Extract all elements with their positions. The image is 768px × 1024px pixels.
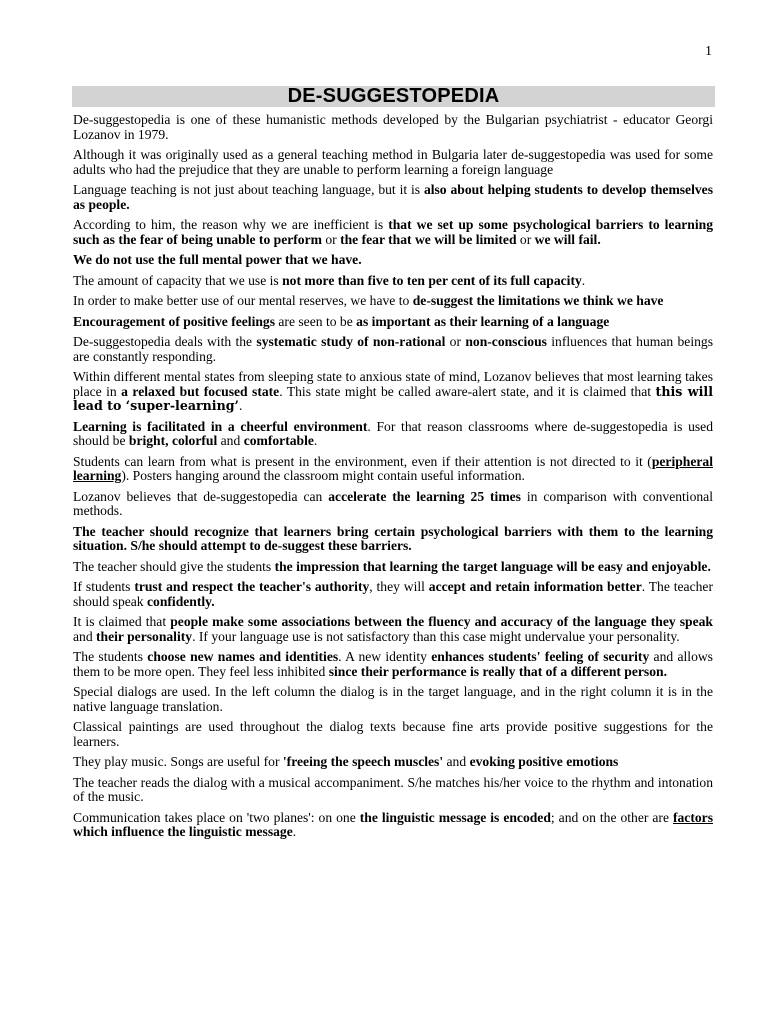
text-run: . For that reason classrooms where de-suggestopedia is used should be (73, 418, 713, 448)
text-run: . A new identity (338, 649, 432, 664)
paragraph (73, 148, 713, 177)
text-run: . (581, 272, 586, 288)
bold-emphasis: not more than five to ten per cent of its full capacity (282, 272, 582, 288)
text-run: Special dialogs are used. In the left column the dialog is in the target language, and in the right column it is in the native language translation. (73, 684, 713, 714)
paragraph (73, 274, 713, 289)
paragraph (73, 525, 713, 554)
text-run: The teacher reads the dialog with a musical accompaniment. S/he matches his/her voice to the rhythm and intonation of the music. (73, 774, 713, 804)
underlined-emphasis: factors (672, 809, 713, 825)
paragraph (73, 455, 713, 484)
paragraph (73, 253, 713, 268)
text-run: The teacher should give the students (73, 558, 275, 574)
title-bar (72, 86, 715, 107)
text-run: The students (73, 649, 148, 664)
text-run: . This state might be called aware-alert state, and it is claimed that (279, 383, 656, 399)
bold-emphasis: choose new names and identities (147, 649, 339, 664)
text-run: De-suggestopedia deals with the (73, 334, 257, 349)
paragraph (73, 580, 713, 609)
text-run: . (292, 824, 297, 839)
text-run: . If your language use is not satisfactory than this case might undervalue your personality. (192, 628, 680, 644)
bold-emphasis: evoking positive emotions (469, 754, 619, 769)
text-run: ; and on the other are (550, 809, 673, 825)
text-run: Students can learn from what is present in the environment, even if their attention is not directed to it ( (73, 453, 652, 469)
paragraph (73, 315, 713, 330)
paragraph (73, 218, 713, 247)
bold-emphasis: Learning is facilitated in a cheerful environment (73, 418, 368, 434)
paragraph (73, 490, 713, 519)
bold-emphasis: We do not use the full mental power that we have. (73, 252, 362, 267)
text-run: , they will (369, 579, 429, 594)
bold-emphasis: this will lead to ‘super-learning’ (73, 383, 713, 413)
bold-emphasis: also about helping students to develop themselves as people. (73, 182, 713, 212)
bold-emphasis: 'freeing the speech muscles' (282, 754, 444, 769)
text-run: Language teaching is not just about teaching language, but it is (73, 182, 424, 197)
text-run: and (73, 628, 97, 644)
text-run: Lozanov believes that de-suggestopedia can (73, 488, 329, 504)
text-run: Communication takes place on 'two planes': on one (73, 809, 360, 825)
bold-emphasis: non-conscious (465, 334, 547, 349)
text-run: . (238, 398, 243, 413)
text-run: and (443, 754, 470, 769)
bold-emphasis: that we set up some psychological barriers to learning such as the fear of being unable to perform (73, 217, 713, 247)
text-run: In order to make better use of our mental reserves, we have to (73, 293, 413, 308)
bold-emphasis: we will fail. (534, 231, 601, 247)
text-run: ). Posters hanging around the classroom might contain useful information. (121, 468, 525, 483)
underlined-emphasis: peripheral learning (73, 453, 713, 483)
paragraph (73, 685, 713, 714)
text-run: If students (73, 579, 135, 594)
paragraph (73, 776, 713, 805)
bold-emphasis: de-suggest the limitations we think we have (412, 293, 664, 308)
bold-emphasis: accept and retain information better (428, 579, 642, 594)
text-run: or (445, 334, 466, 349)
page-title: DE-SUGGESTOPEDIA (287, 85, 500, 107)
bold-emphasis: the impression that learning the target language will be easy and enjoyable. (274, 558, 711, 574)
text-run: and allows them to be more open. They feel less inhibited (73, 649, 713, 679)
bold-emphasis: systematic study of non-rational (256, 334, 446, 349)
bold-emphasis: the fear that we will be limited (340, 231, 517, 247)
bold-emphasis: enhances students' feeling of security (431, 649, 650, 664)
bold-emphasis: since their performance is really that of a different person. (328, 663, 667, 679)
bold-emphasis: The teacher should recognize that learners bring certain psychological barriers with them to the learning situation. S/he should attempt to de-suggest these barriers. (73, 523, 713, 553)
text-run: According to him, the reason why we are inefficient is (73, 217, 389, 232)
paragraph (73, 650, 713, 679)
paragraph (73, 420, 713, 449)
bold-emphasis: people make some associations between the fluency and accuracy of the language they speak (170, 614, 713, 629)
bold-emphasis: accelerate the learning 25 times (328, 488, 521, 504)
text-run: or (321, 231, 341, 247)
text-run: The amount of capacity that we use is (73, 272, 283, 288)
text-run: Within different mental states from sleeping state to anxious state of mind, Lozanov believes that most learning takes place in (73, 369, 713, 399)
bold-emphasis: trust and respect the teacher's authority (134, 579, 370, 594)
paragraph (73, 113, 713, 142)
bold-emphasis: Encouragement of positive feelings (73, 313, 275, 329)
page-number: 1 (705, 44, 712, 59)
bold-emphasis: bright, colorful (128, 433, 218, 448)
text-run: They play music. Songs are useful for (73, 754, 283, 769)
text-run: Although it was originally used as a general teaching method in Bulgaria later de-suggestopedia was used for some adults who had the prejudice that they are unable to perform learning a foreign language (73, 147, 713, 177)
text-run: are seen to be (275, 313, 357, 329)
bold-emphasis: confidently. (147, 593, 215, 609)
text-run: It is claimed that (73, 614, 171, 629)
paragraph (73, 755, 713, 770)
paragraph (73, 560, 713, 575)
bold-emphasis: which influence the linguistic message (73, 824, 293, 839)
document-body (73, 113, 713, 846)
text-run: . The teacher should speak (73, 579, 713, 609)
paragraph (73, 615, 713, 644)
text-run: Classical paintings are used throughout the dialog texts because fine arts provide positive suggestions for the learners. (73, 719, 713, 749)
paragraph (73, 183, 713, 212)
text-run: influences that human beings are constantly responding. (73, 334, 713, 364)
text-run: and (217, 433, 244, 448)
bold-emphasis: as important as their learning of a language (356, 313, 610, 329)
bold-emphasis: the linguistic message is encoded (359, 809, 551, 825)
text-run: De-suggestopedia is one of these humanistic methods developed by the Bulgarian psychiatrist - educator Georgi Lozanov in 1979. (73, 112, 713, 142)
bold-emphasis: comfortable (243, 433, 314, 448)
bold-emphasis: a relaxed but focused state (121, 383, 280, 399)
bold-emphasis: their personality (96, 628, 193, 644)
paragraph (73, 294, 713, 309)
text-run: or (516, 231, 535, 247)
text-run: in comparison with conventional methods. (73, 488, 713, 518)
paragraph (73, 370, 713, 414)
paragraph (73, 720, 713, 749)
paragraph (73, 335, 713, 364)
text-run: . (313, 433, 318, 448)
paragraph (73, 811, 713, 840)
